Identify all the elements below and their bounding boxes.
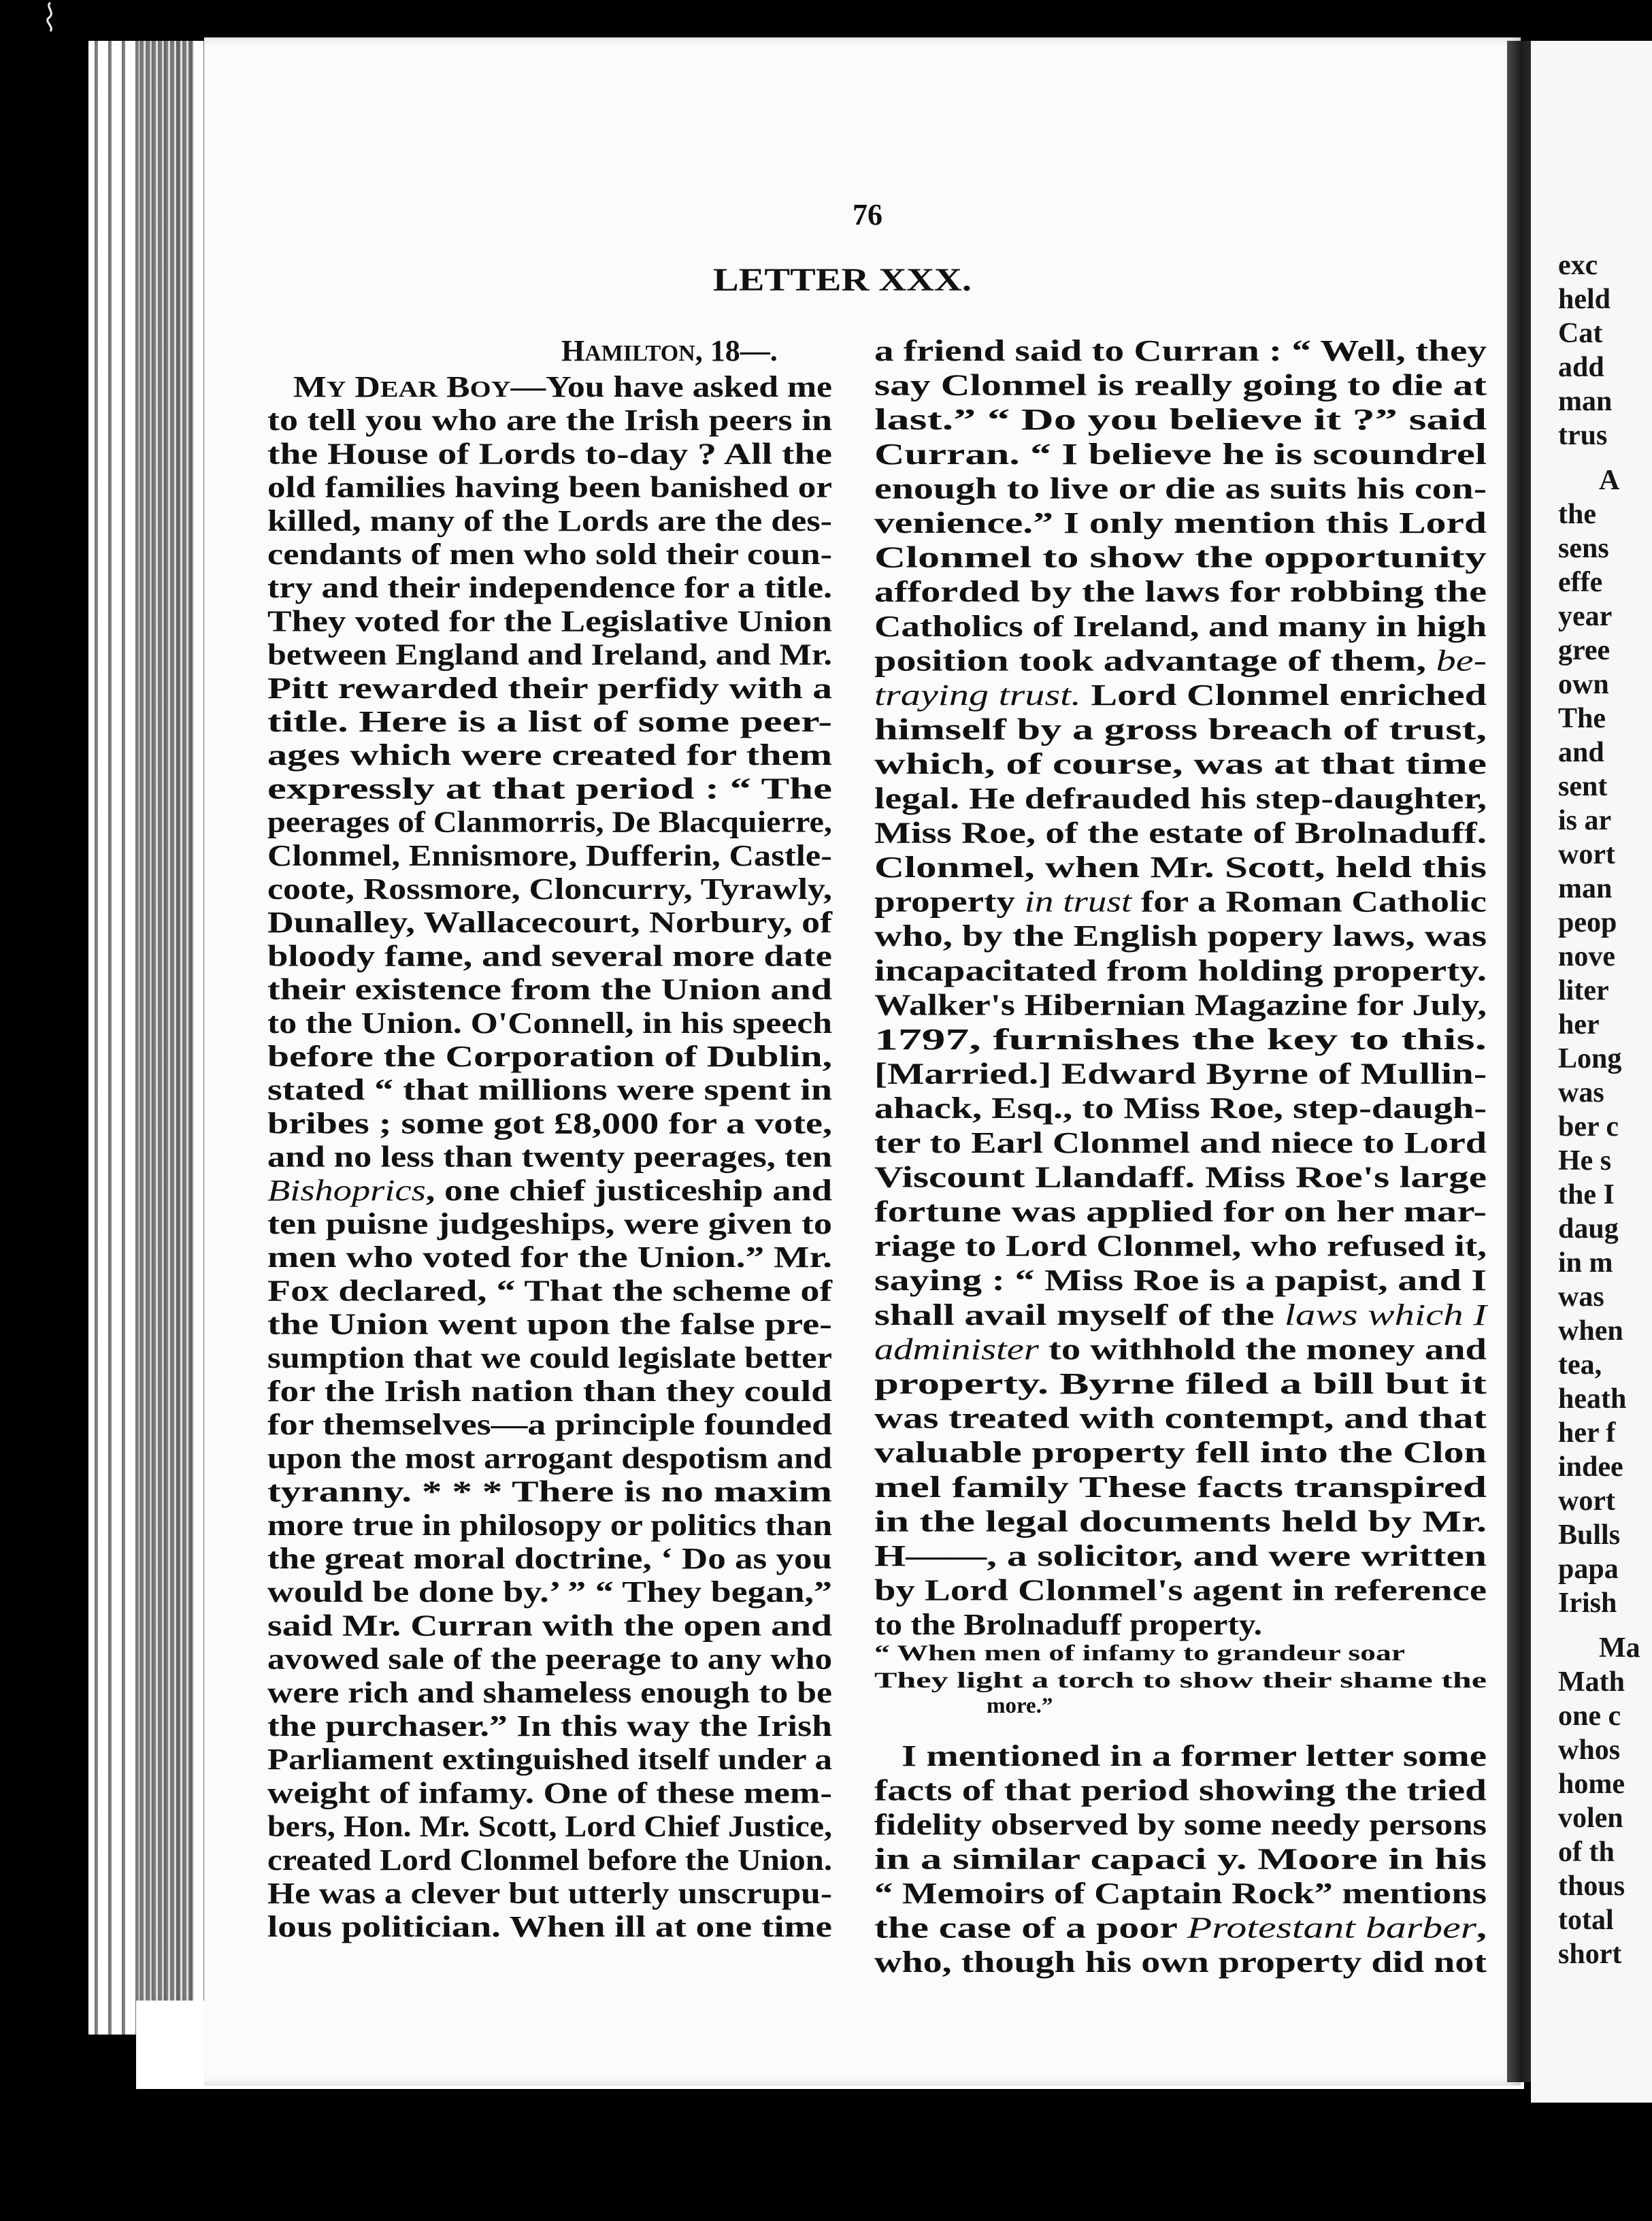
right-column-line: facts of that period showing the tried bbox=[874, 1773, 1487, 1807]
dateline: HAMILTON, 18—. bbox=[561, 334, 778, 367]
right-column-line: in a similar capaci y. Moore in his bbox=[874, 1842, 1487, 1876]
left-column-line: the purchaser.” In this way the Irish bbox=[267, 1709, 832, 1743]
right-column-line: say Clonmel is really going to die at bbox=[874, 368, 1487, 402]
right-column-line: last.” “ Do you believe it ?” said bbox=[874, 403, 1487, 437]
left-column-line: bers, Hon. Mr. Scott, Lord Chief Justice, bbox=[267, 1809, 832, 1843]
facing-page-line: daug bbox=[1558, 1213, 1619, 1245]
right-column-line: Miss Roe, of the estate of Brolnaduff. bbox=[874, 816, 1487, 850]
facing-page-line: was bbox=[1558, 1077, 1604, 1108]
left-column-line: between England and Ireland, and Mr. bbox=[267, 638, 832, 672]
facing-page-line: Ma bbox=[1599, 1632, 1640, 1664]
right-column-line: property in trust for a Roman Catholic bbox=[874, 885, 1416, 919]
left-column-line: They voted for the Legislative Union bbox=[267, 604, 832, 638]
facing-page-line: trus bbox=[1558, 420, 1608, 451]
facing-page-line: year bbox=[1558, 601, 1613, 632]
right-column-line: Clonmel, when Mr. Scott, held this bbox=[874, 851, 1487, 884]
facing-page-line: wort bbox=[1558, 1485, 1615, 1517]
right-column-line: ahack, Esq., to Miss Roe, step-daugh- bbox=[874, 1091, 1487, 1125]
facing-page-line: home bbox=[1558, 1768, 1625, 1800]
left-column-line: and no less than twenty peerages, ten bbox=[267, 1140, 832, 1174]
facing-page-line: heath bbox=[1558, 1383, 1627, 1415]
left-page bbox=[204, 37, 1521, 2086]
facing-page-line: whos bbox=[1558, 1734, 1621, 1766]
right-column-line: riage to Lord Clonmel, who refused it, bbox=[874, 1229, 1487, 1263]
left-column-line: the great moral doctrine, ‘ Do as you bbox=[267, 1542, 832, 1575]
right-column-line: himself by a gross breach of trust, bbox=[874, 712, 1487, 746]
left-column-line: Fox declared, “ That the scheme of bbox=[267, 1274, 833, 1308]
left-column-line: try and their independence for a title. bbox=[267, 571, 832, 605]
facing-page-line: total bbox=[1558, 1905, 1614, 1936]
right-column-line: legal. He defrauded his step-daughter, bbox=[874, 781, 1487, 815]
page-fore-edge-shadow bbox=[139, 41, 194, 2035]
facing-page-line: indee bbox=[1558, 1451, 1623, 1483]
left-column-line: tyranny. * * * There is no maxim bbox=[267, 1475, 832, 1509]
scan-corner-mark bbox=[41, 0, 61, 34]
facing-page-line: tea, bbox=[1558, 1349, 1602, 1381]
facing-page-line: Long bbox=[1558, 1043, 1622, 1074]
right-column-line: afforded by the laws for robbing the bbox=[874, 575, 1487, 609]
left-column-line: M Y D EAR B OY —You have asked me bbox=[293, 370, 784, 404]
left-column-line: ages which were created for them bbox=[267, 738, 832, 772]
left-column-line: the Union went upon the false pre- bbox=[267, 1307, 832, 1341]
facing-page-line: sens bbox=[1558, 533, 1609, 564]
left-column-line: the House of Lords to-day ? All the bbox=[267, 437, 832, 471]
left-column-line: avowed sale of the peerage to any who bbox=[267, 1642, 832, 1676]
right-column-line: fortune was applied for on her mar- bbox=[874, 1195, 1487, 1228]
facing-page-line: Irish bbox=[1558, 1587, 1617, 1619]
right-column-line: traying trust. Lord Clonmel enriched bbox=[874, 678, 1388, 712]
left-column-line: bloody fame, and several more date bbox=[267, 939, 832, 973]
left-column-line: Clonmel, Ennismore, Dufferin, Castle- bbox=[267, 838, 832, 872]
left-column-line: men who voted for the Union.” Mr. bbox=[267, 1240, 832, 1274]
page-text-layer bbox=[204, 37, 1521, 2086]
left-column-line: were rich and shameless enough to be bbox=[267, 1675, 832, 1709]
facing-page-line: The bbox=[1558, 703, 1606, 734]
right-column-line: incapacitated from holding property. bbox=[874, 953, 1487, 987]
facing-page-line: her bbox=[1558, 1009, 1600, 1040]
facing-page-line: effe bbox=[1558, 567, 1603, 598]
facing-page-line: Cat bbox=[1558, 318, 1603, 349]
left-column-line: weight of infamy. One of these mem- bbox=[267, 1776, 832, 1810]
right-column-line: who, by the English popery laws, was bbox=[874, 919, 1487, 953]
right-column-line: shall avail myself of the laws which I bbox=[874, 1298, 1436, 1332]
left-column-line: Pitt rewarded their perfidy with a bbox=[267, 671, 832, 705]
left-column-line: Bishoprics , one chief justiceship and bbox=[267, 1173, 755, 1207]
facing-page-line: in m bbox=[1558, 1247, 1613, 1279]
facing-page-line: Math bbox=[1558, 1666, 1625, 1698]
right-column-line: fidelity observed by some needy persons bbox=[874, 1808, 1487, 1841]
right-column-line: a friend said to Curran : “ Well, they bbox=[874, 334, 1487, 367]
right-column-line: Viscount Llandaff. Miss Roe's large bbox=[874, 1160, 1487, 1194]
right-column-line: ter to Earl Clonmel and niece to Lord bbox=[874, 1125, 1487, 1159]
facing-page-line: wort bbox=[1558, 839, 1615, 870]
facing-page-line: the I bbox=[1558, 1179, 1615, 1211]
left-column-line: to tell you who are the Irish peers in bbox=[267, 404, 832, 438]
facing-page-line: short bbox=[1558, 1939, 1622, 1970]
right-column-line: venience.” I only mention this Lord bbox=[874, 506, 1487, 540]
left-column-line: ten puisne judgeships, were given to bbox=[267, 1207, 832, 1240]
facing-page-line: A bbox=[1599, 465, 1620, 496]
facing-page-line: thous bbox=[1558, 1871, 1625, 1902]
right-column-line: position took advantage of them, be- bbox=[874, 644, 1474, 678]
right-column-line: H——, a solicitor, and were written bbox=[874, 1539, 1487, 1573]
facing-page-line: ber c bbox=[1558, 1111, 1619, 1142]
facing-page-line: is ar bbox=[1558, 805, 1612, 836]
left-column-line: more true in philosopy or politics than bbox=[267, 1508, 832, 1542]
facing-page-line: nove bbox=[1558, 941, 1615, 972]
left-column-line: expressly at that period : “ The bbox=[267, 772, 832, 806]
facing-page-line: papa bbox=[1558, 1553, 1619, 1585]
left-column-line: bribes ; some got £8,000 for a vote, bbox=[267, 1106, 832, 1140]
right-column-line: in the legal documents held by Mr. bbox=[874, 1504, 1487, 1539]
right-column-line: which, of course, was at that time bbox=[874, 747, 1487, 781]
verse-line: “ When men of infamy to grandeur soar bbox=[874, 1641, 1405, 1666]
verse-line: They light a torch to show their shame the bbox=[874, 1668, 1487, 1693]
right-column-line: administer to withhold the money and bbox=[874, 1332, 1388, 1366]
left-column-line: coote, Rossmore, Cloncurry, Tyrawly, bbox=[267, 872, 832, 906]
facing-page-line: held bbox=[1558, 284, 1611, 315]
left-column-line: to the Union. O'Connell, in his speech bbox=[267, 1006, 832, 1040]
right-column-line: by Lord Clonmel's agent in reference bbox=[874, 1573, 1487, 1607]
page-number: 76 bbox=[853, 198, 882, 231]
right-column-line: to the Brolnaduff property. bbox=[874, 1608, 1262, 1642]
left-column-line: Dunalley, Wallacecourt, Norbury, of bbox=[267, 906, 833, 940]
left-column-line: would be done by.’ ” “ They began,” bbox=[267, 1575, 832, 1609]
facing-page-cropped bbox=[1531, 41, 1652, 2103]
facing-page-line: own bbox=[1558, 669, 1609, 700]
right-column-line: valuable property fell into the Clon bbox=[874, 1436, 1487, 1470]
left-column-line: said Mr. Curran with the open and bbox=[267, 1609, 832, 1643]
left-column-line: sumption that we could legislate better bbox=[267, 1340, 832, 1375]
right-column-line: “ Memoirs of Captain Rock” mentions bbox=[874, 1877, 1487, 1910]
left-column-line: stated “ that millions were spent in bbox=[267, 1073, 832, 1107]
right-column-line: I mentioned in a former letter some bbox=[902, 1739, 1487, 1773]
facing-page-line: He s bbox=[1558, 1145, 1612, 1177]
left-column-line: lous politician. When ill at one time bbox=[267, 1910, 832, 1944]
facing-page-line: her f bbox=[1558, 1417, 1616, 1449]
facing-page-line: when bbox=[1558, 1315, 1623, 1347]
left-column-line: He was a clever but utterly unscrupu- bbox=[267, 1877, 832, 1910]
right-column-line: Curran. “ I believe he is scoundrel bbox=[874, 437, 1487, 471]
facing-page-line: gree bbox=[1558, 635, 1610, 666]
right-column-line: property. Byrne filed a bill but it bbox=[874, 1367, 1487, 1400]
left-column-line: upon the most arrogant despotism and bbox=[267, 1441, 832, 1475]
letter-heading: LETTER XXX. bbox=[713, 262, 972, 298]
facing-page-line: liter bbox=[1558, 975, 1609, 1006]
right-column-line: saying : “ Miss Roe is a papist, and I bbox=[874, 1264, 1487, 1298]
right-column-line: Catholics of Ireland, and many in high bbox=[874, 609, 1487, 643]
facing-page-line: sent bbox=[1558, 771, 1608, 802]
facing-page-line: add bbox=[1558, 352, 1604, 383]
right-column-line: Walker's Hibernian Magazine for July, bbox=[874, 988, 1487, 1022]
left-column-line: killed, many of the Lords are the des- bbox=[267, 504, 832, 538]
right-column-line: [Married.] Edward Byrne of Mullin- bbox=[874, 1057, 1487, 1091]
right-column-line: the case of a poor Protestant barber , bbox=[874, 1911, 1485, 1945]
verse-line: more.” bbox=[987, 1694, 1053, 1718]
facing-page-line: Bulls bbox=[1558, 1519, 1621, 1551]
right-column-line: enough to live or die as suits his con- bbox=[874, 472, 1487, 506]
left-column-line: for the Irish nation than they could bbox=[267, 1375, 832, 1408]
facing-page-line: man bbox=[1558, 873, 1613, 904]
left-column-line: title. Here is a list of some peer- bbox=[267, 705, 832, 738]
left-column-line: old families having been banished or bbox=[267, 470, 832, 504]
facing-page-line: volen bbox=[1558, 1803, 1623, 1834]
facing-page-line: of th bbox=[1558, 1837, 1615, 1868]
facing-page-line: man bbox=[1558, 386, 1613, 417]
right-column-line: mel family These facts transpired bbox=[874, 1470, 1487, 1504]
facing-page-line: exc bbox=[1558, 250, 1598, 281]
left-column-line: before the Corporation of Dublin, bbox=[267, 1040, 832, 1073]
left-column-line: for themselves—a principle founded bbox=[267, 1408, 832, 1442]
facing-page-line: peop bbox=[1558, 907, 1617, 938]
right-column-line: Clonmel to show the opportunity bbox=[874, 540, 1487, 574]
left-column-line: peerages of Clanmorris, De Blacquierre, bbox=[267, 805, 832, 839]
facing-page-line: the bbox=[1558, 499, 1596, 530]
left-column-line: their existence from the Union and bbox=[267, 972, 832, 1006]
left-column-line: cendants of men who sold their coun- bbox=[267, 538, 832, 571]
left-column-line: created Lord Clonmel before the Union. bbox=[267, 1843, 832, 1877]
right-column-line: 1797, furnishes the key to this. bbox=[874, 1023, 1487, 1056]
right-column-line: was treated with contempt, and that bbox=[874, 1401, 1487, 1435]
facing-page-line: one c bbox=[1558, 1700, 1621, 1732]
right-column-line: who, though his own property did not bbox=[874, 1945, 1487, 1979]
book-gutter bbox=[1507, 41, 1531, 2082]
facing-page-line: and bbox=[1558, 737, 1604, 768]
facing-page-line: was bbox=[1558, 1281, 1604, 1313]
left-column-line: Parliament extinguished itself under a bbox=[267, 1743, 832, 1777]
